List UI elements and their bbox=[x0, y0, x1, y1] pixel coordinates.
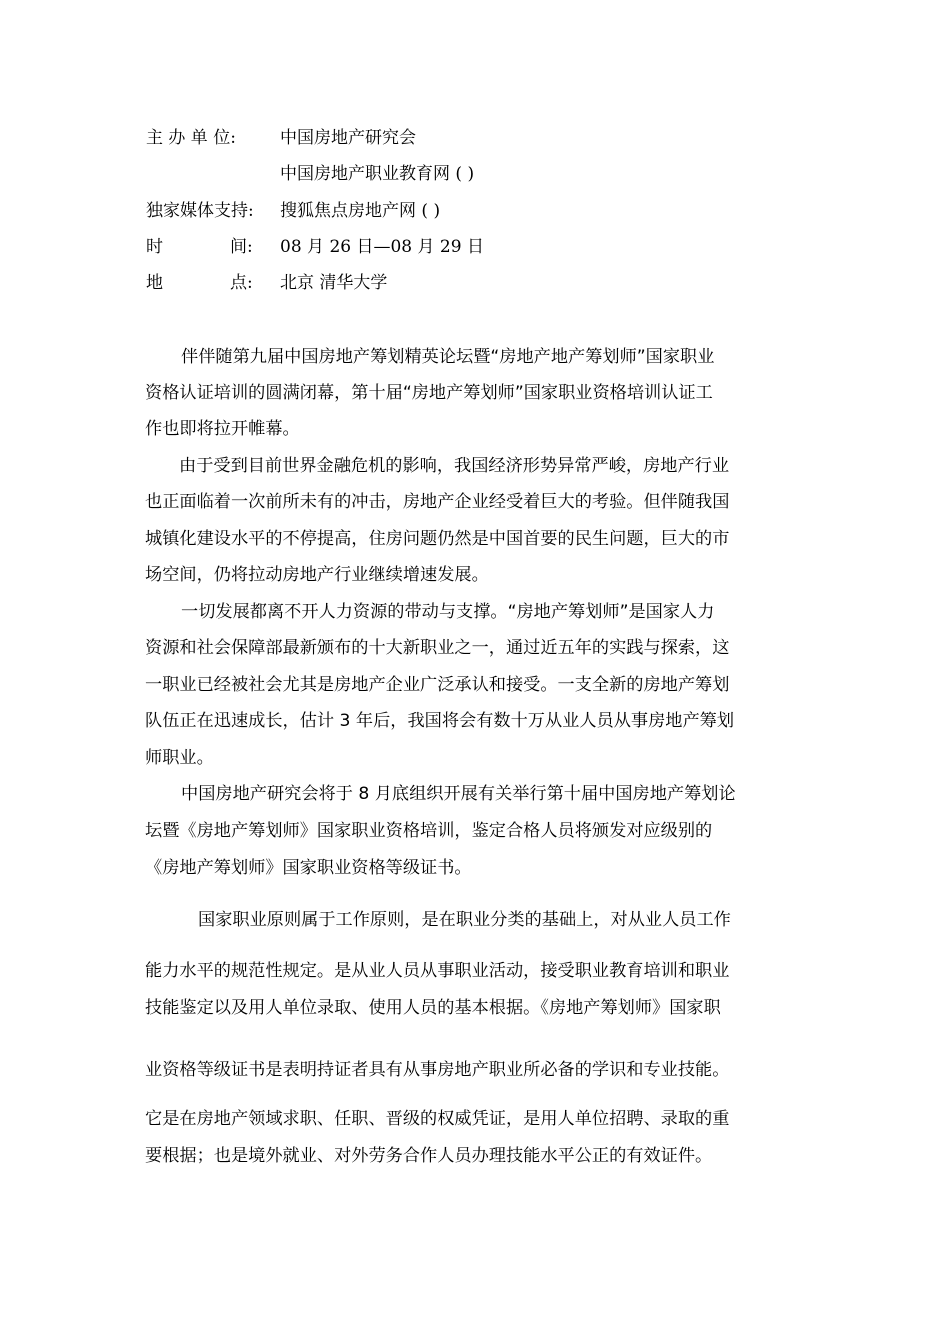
paragraph-3-line: 资源和社会保障部最新颁布的十大新职业之一，通过近五年的实践与探索，这 bbox=[145, 638, 730, 658]
paragraph-3-line: 师职业。 bbox=[145, 748, 214, 768]
time-label-1: 时 bbox=[146, 237, 163, 257]
organizer-label: 主 办 单 位: bbox=[146, 128, 236, 148]
place-label-2: 点: bbox=[230, 273, 253, 293]
paragraph-4-line: 坛暨《房地产筹划师》国家职业资格培训，鉴定合格人员将颁发对应级别的 bbox=[145, 821, 713, 841]
paragraph-6-tail: 识和专业技能。 bbox=[609, 1060, 730, 1080]
paragraph-4-line: 中国房地产研究会将于 8 月底组织开展有关举行第十届中国房地产筹划论 bbox=[181, 784, 736, 804]
paragraph-6-main: 业资格等级证书是表明持证者具有从事房地产职业所必备的学 bbox=[145, 1060, 610, 1080]
organizer-1: 中国房地产研究会 bbox=[280, 128, 416, 148]
paragraph-5-line: 国家职业原则属于工作原则，是在职业分类的基础上，对从业人员工作 bbox=[198, 910, 731, 930]
paragraph-2-line: 也正面临着一次前所未有的冲击，房地产企业经受着巨大的考验。但伴随我国 bbox=[145, 492, 730, 512]
paragraph-3-line: 队伍正在迅速成长，估计 3 年后，我国将会有数十万从业人员从事房地产筹划 bbox=[145, 711, 735, 731]
paragraph-3-line: 一职业已经被社会尤其是房地产企业广泛承认和接受。一支全新的房地产筹划 bbox=[145, 675, 730, 695]
time-row bbox=[146, 237, 546, 257]
paragraph-7-line: 它是在房地产领域求职、任职、晋级的权威凭证，是用人单位招聘、录取的重 bbox=[145, 1109, 730, 1129]
place-value: 北京 清华大学 bbox=[280, 273, 388, 293]
paragraph-1-line: 资格认证培训的圆满闭幕，第十届“房地产筹划师”国家职业资格培训认证工 bbox=[145, 383, 713, 403]
paragraph-5-line: 技能鉴定以及用人单位录取、使用人员的基本根据。《房地产筹划师》国家职 bbox=[145, 998, 721, 1018]
organizer-row-2 bbox=[146, 164, 546, 184]
place-row bbox=[146, 273, 546, 293]
paragraph-7-line: 要根据；也是境外就业、对外劳务合作人员办理技能水平公正的有效证件。 bbox=[145, 1146, 713, 1166]
media-row bbox=[146, 201, 546, 221]
paragraph-4-line: 《房地产筹划师》国家职业资格等级证书。 bbox=[145, 858, 472, 878]
organizer-2: 中国房地产职业教育网 ( ) bbox=[280, 164, 475, 184]
paragraph-1-line: 伴伴随第九届中国房地产筹划精英论坛暨“房地产地产筹划师”国家职业 bbox=[181, 347, 715, 367]
time-label-2: 间: bbox=[230, 237, 253, 257]
paragraph-2-line: 场空间，仍将拉动房地产行业继续增速发展。 bbox=[145, 565, 489, 585]
organizer-row bbox=[146, 128, 546, 148]
time-value: 08 月 26 日—08 月 29 日 bbox=[280, 237, 484, 257]
paragraph-2-line: 由于受到目前世界金融危机的影响，我国经济形势异常严峻，房地产行业 bbox=[179, 456, 730, 476]
media-value: 搜狐焦点房地产网 ( ) bbox=[280, 201, 441, 221]
media-label: 独家媒体支持: bbox=[146, 201, 254, 221]
paragraph-2-line: 城镇化建设水平的不停提高，住房问题仍然是中国首要的民生问题，巨大的市 bbox=[145, 529, 730, 549]
paragraph-1-line: 作也即将拉开帷幕。 bbox=[145, 419, 300, 439]
place-label-1: 地 bbox=[146, 273, 163, 293]
paragraph-6-line bbox=[145, 1059, 729, 1081]
paragraph-3-line: 一切发展都离不开人力资源的带动与支撑。“房地产筹划师”是国家人力 bbox=[181, 602, 715, 622]
paragraph-5-line: 能力水平的规范性规定。是从业人员从事职业活动，接受职业教育培训和职业 bbox=[145, 961, 730, 981]
